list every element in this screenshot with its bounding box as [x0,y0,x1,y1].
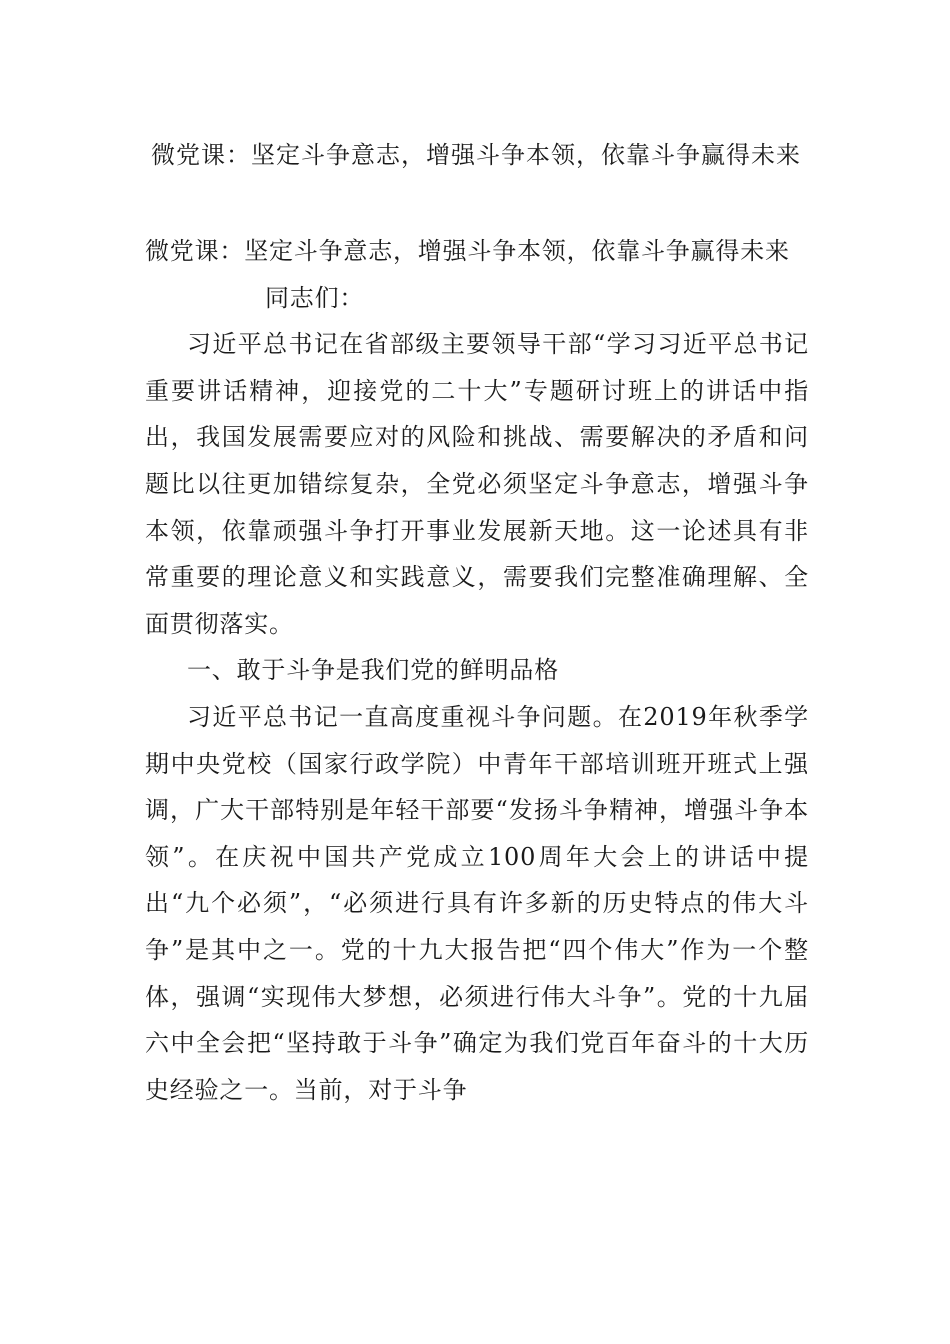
intro-paragraph: 习近平总书记在省部级主要领导干部“学习习近平总书记重要讲话精神，迎接党的二十大”专题研讨班上的讲话中指出，我国发展需要应对的风险和挑战、需要解决的矛盾和问题比以往更加错综复杂，全党必须坚定斗争意志，增强斗争本领，依靠顽强斗争打开事业发展新天地。这一论述具有非常重要的理论意义和实践意义，需要我们完整准确理解、全面贯彻落实。 [145,330,809,638]
salutation: 同志们： [265,283,365,312]
section-heading: 一、敢于斗争是我们党的鲜明品格 [187,656,559,685]
section-paragraph: 习近平总书记一直高度重视斗争问题。在2019年秋季学期中央党校（国家行政学院）中青年干部培训班开班式上强调，广大干部特别是年轻干部要“发扬斗争精神，增强斗争本领”。在庆祝中国共产党成立100周年大会上的讲话中提出“九个必须”，“必须进行具有许多新的历史特点的伟大斗争”是其中之一。党的十九大报告把“四个伟大”作为一个整体，强调“实现伟大梦想，必须进行伟大斗争”。党的十九届六中全会把“坚持敢于斗争”确定为我们党百年奋斗的十大历史经验之一。当前，对于斗争 [145,702,809,1104]
document-body [145,228,809,1113]
document-subtitle: 微党课：坚定斗争意志，增强斗争本领，依靠斗争赢得未来 [145,237,790,265]
document-title: 微党课：坚定斗争意志，增强斗争本领，依靠斗争赢得未来 [151,141,801,169]
